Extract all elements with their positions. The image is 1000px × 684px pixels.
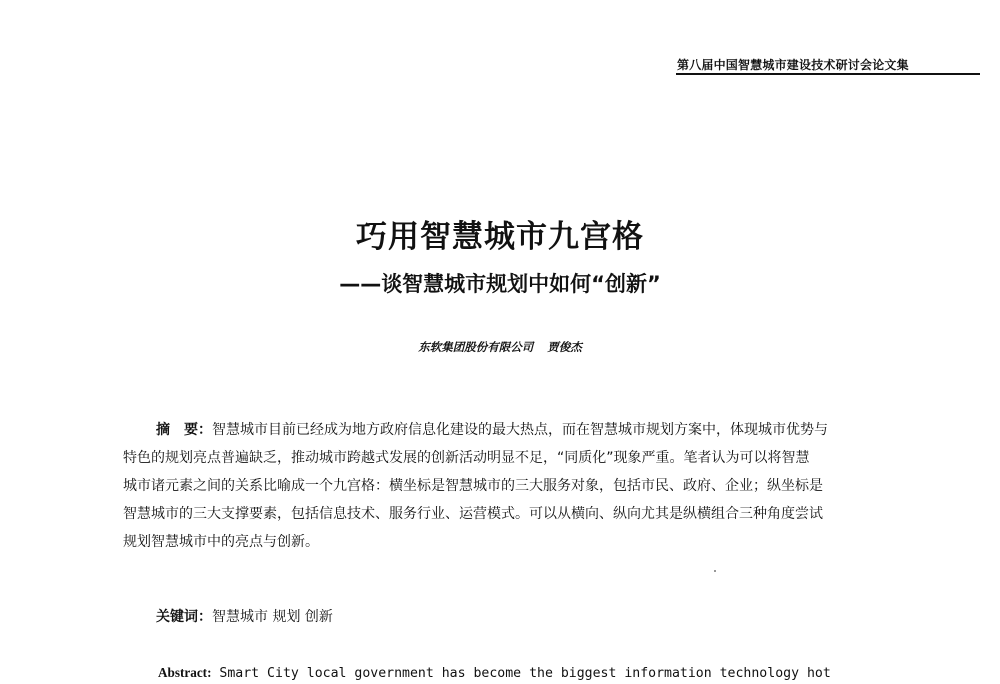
abstract-line-text: 智慧城市目前已经成为地方政府信息化建设的最大热点，而在智慧城市规划方案中，体现城市优势与 — [212, 422, 828, 438]
abstract-chinese — [123, 416, 895, 556]
byline — [0, 339, 1000, 355]
keywords-label: 关键词： — [156, 609, 212, 625]
keywords-text: 智慧城市 规划 创新 — [212, 609, 333, 625]
author-affiliation: 东软集团股份有限公司 — [418, 340, 534, 354]
paper-title: 巧用智慧城市九宫格 — [356, 219, 644, 255]
abstract-line: 智慧城市的三大支撑要素，包括信息技术、服务行业、运营模式。可以从横向、纵向尤其是纵横组合三种角度尝试 — [123, 506, 823, 522]
journal-header-title: 第八届中国智慧城市建设技术研讨会论文集 — [677, 58, 909, 72]
abstract-en-label: Abstract: — [158, 665, 212, 680]
keywords — [156, 605, 333, 629]
abstract-en-text: Smart City local government has become the biggest information technology hot — [219, 666, 831, 681]
header-rule — [676, 73, 980, 75]
paper-subtitle: ——谈智慧城市规划中如何“创新” — [339, 272, 661, 296]
abstract-line — [123, 416, 895, 444]
author-name: 贾俊杰 — [547, 340, 582, 354]
abstract-line: 特色的规划亮点普遍缺乏，推动城市跨越式发展的创新活动明显不足，“同质化”现象严重。笔者认为可以将智慧 — [123, 450, 810, 466]
abstract-label: 摘 要： — [156, 422, 212, 438]
abstract-line: 城市诸元素之间的关系比喻成一个九宫格：横坐标是智慧城市的三大服务对象，包括市民、政府、企业；纵坐标是 — [123, 478, 823, 494]
abstract-english — [158, 663, 831, 684]
abstract-line: 规划智慧城市中的亮点与创新。 — [123, 534, 319, 550]
scan-speck — [714, 570, 716, 572]
